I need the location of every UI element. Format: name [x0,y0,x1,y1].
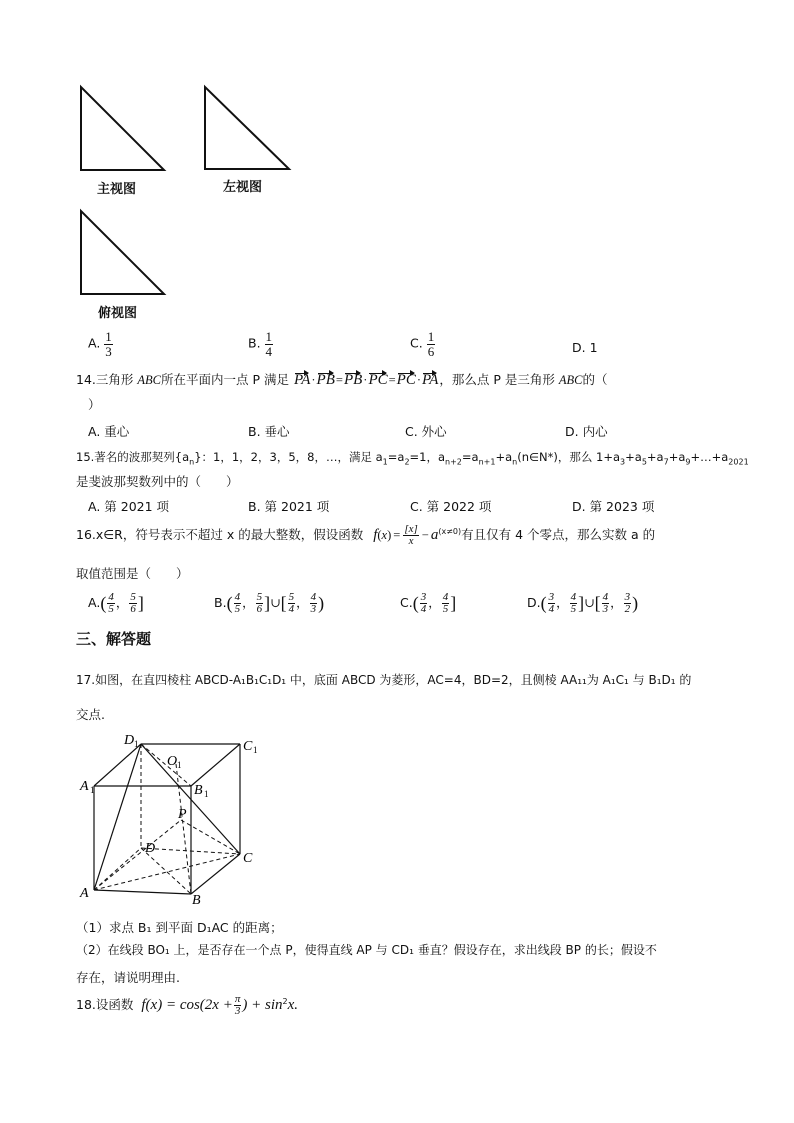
label-o1: O [167,754,178,769]
q14-stem: 14.三角形 ABC所在平面内一点 P 满足 PA·PB=PB·PC=PC·PA，那么点 P 是三角形 ABC的（ [76,372,608,388]
top-view-label: 俯视图 [98,306,138,321]
fraction: $\frac{3}{2}$ [624,591,631,615]
label-c: C [243,851,253,866]
three-view-figure [0,0,300,330]
fraction: $\frac{5}{4}$ [288,591,295,615]
q15-option-c[interactable]: C. 第 2022 项 [410,499,492,514]
q16-option-a[interactable]: A.( $\frac{4}{5}$ ， $\frac{5}{6}$ ] [88,591,144,615]
front-view-triangle [81,87,164,170]
svg-text:1: 1 [204,789,209,799]
q16-stem-line2: 取值范围是（ ） [76,566,189,581]
label-d1: D [124,733,135,748]
label-p: P [178,807,187,822]
q18-stem: 18.设函数 f(x) = cos(2x + $\frac{\pi}{3}$ ) + $\sin^2x$. [76,993,298,1017]
q13-option-b[interactable] [248,330,273,358]
fraction: $\frac{4}{5}$ [108,591,114,615]
fraction: $\frac{3}{4}$ [420,591,427,615]
q17-sub2-line2: 存在，请说明理由. [76,970,180,985]
vector-pa: PA [422,372,439,388]
front-view-label: 主视图 [97,182,137,197]
q16-option-d[interactable]: D.( $\frac{3}{4}$ ， $\frac{4}{5}$ ]∪[ $\frac{4}{3}$ ， $\frac{3}{2}$ ) [527,591,639,615]
fraction: $\frac{[x]}{x}$ [404,523,418,547]
q17-stem-line1: 17.如图，在直四棱柱 ABCD-A₁B₁C₁D₁ 中，底面 ABCD 为菱形，AC=4，BD=2，且侧棱 AA₁₁为 A₁C₁ 与 B₁D₁ 的 [76,673,692,687]
fraction: $\frac{\pi}{3}$ [234,993,241,1017]
q14-option-b[interactable]: B. 垂心 [248,424,290,439]
fraction: $\frac{4}{5}$ [442,591,449,615]
vector-pb: PB [343,372,363,388]
option-label: C. [410,335,423,351]
vector-pb: PB [316,372,335,388]
prism-figure [70,728,270,908]
fraction: $\frac{1}{4}$ [265,329,273,359]
q14-option-d[interactable]: D. 内心 [565,424,608,439]
svg-text:1: 1 [90,785,95,795]
option-label: D. 1 [572,340,598,355]
fraction: $\frac{3}{4}$ [548,591,555,615]
fraction: $\frac{4}{5}$ [570,591,577,615]
svg-text:1: 1 [177,760,182,770]
q13-option-d[interactable] [572,340,598,355]
fraction: $\frac{4}{3}$ [310,591,317,615]
q16-stem: 16.x∈R，符号表示不超过 x 的最大整数，假设函数 f(x) = $\frac{[x]}{x}$ − $a^{(x\ne 0)}$有且仅有 4 个零点，那么实数 a 的 [76,523,656,547]
q16-option-b[interactable]: B.( $\frac{4}{5}$ ， $\frac{5}{6}$ ]∪[ $\frac{5}{4}$ ， $\frac{4}{3}$ ) [214,591,325,615]
q14-option-c[interactable]: C. 外心 [405,424,447,439]
label-d: D [145,841,156,856]
side-view-label: 左视图 [223,180,263,195]
top-view-triangle [81,211,164,294]
q15-option-a[interactable]: A. 第 2021 项 [88,499,170,514]
svg-text:1: 1 [134,739,139,749]
option-label: A. [88,335,101,351]
label-b1: B [194,783,203,798]
q15-stem-line2: 是斐波那契数列中的（ ） [76,474,239,489]
q16-option-c[interactable]: C.( $\frac{3}{4}$ ， $\frac{4}{5}$ ] [400,591,457,615]
q17-stem-line2: 交点. [76,707,105,722]
fraction: $\frac{4}{5}$ [234,591,241,615]
fraction: $\frac{4}{3}$ [602,591,609,615]
label-a1: A [80,779,89,794]
side-view-triangle [205,87,289,169]
q17-sub2-line1: （2）在线段 BO₁ 上，是否存在一个点 P，使得直线 AP 与 CD₁ 垂直？假设存在，求出线段 BP 的长；假设不 [76,943,657,957]
q14-option-a[interactable]: A. 重心 [88,424,130,439]
q15-option-d[interactable]: D. 第 2023 项 [572,499,655,514]
q15-option-b[interactable]: B. 第 2021 项 [248,499,330,514]
fraction: $\frac{1}{3}$ [105,329,112,359]
option-label: B. [248,335,261,351]
label-c1: C [243,739,253,754]
q17-sub1: （1）求点 B₁ 到平面 D₁AC 的距离； [76,920,283,935]
label-b: B [192,893,201,908]
q14-close-paren: ） [88,397,101,412]
q15-stem: 15.著名的波那契列$\{a_n\}$：1，1，2，3，5，8，…，满足 $a_1=a_2=1$，$a_{n+2}=a_{n+1}+a_n(n\in N*)$，那么 $1+a_3+a_5+a_7+a_9+\dots+a_{2021}$ [76,450,749,467]
fraction: $\frac{1}{6}$ [427,329,435,359]
vector-pc: PC [368,372,388,388]
svg-text:1: 1 [253,745,258,755]
vector-pc: PC [396,372,416,388]
section-heading: 三、解答题 [76,630,152,648]
q13-option-a[interactable] [88,330,113,358]
label-a: A [80,886,89,901]
q13-option-c[interactable] [410,330,435,358]
fraction: $\frac{5}{6}$ [130,591,136,615]
fraction: $\frac{5}{6}$ [256,591,263,615]
vector-pa: PA [293,372,311,388]
